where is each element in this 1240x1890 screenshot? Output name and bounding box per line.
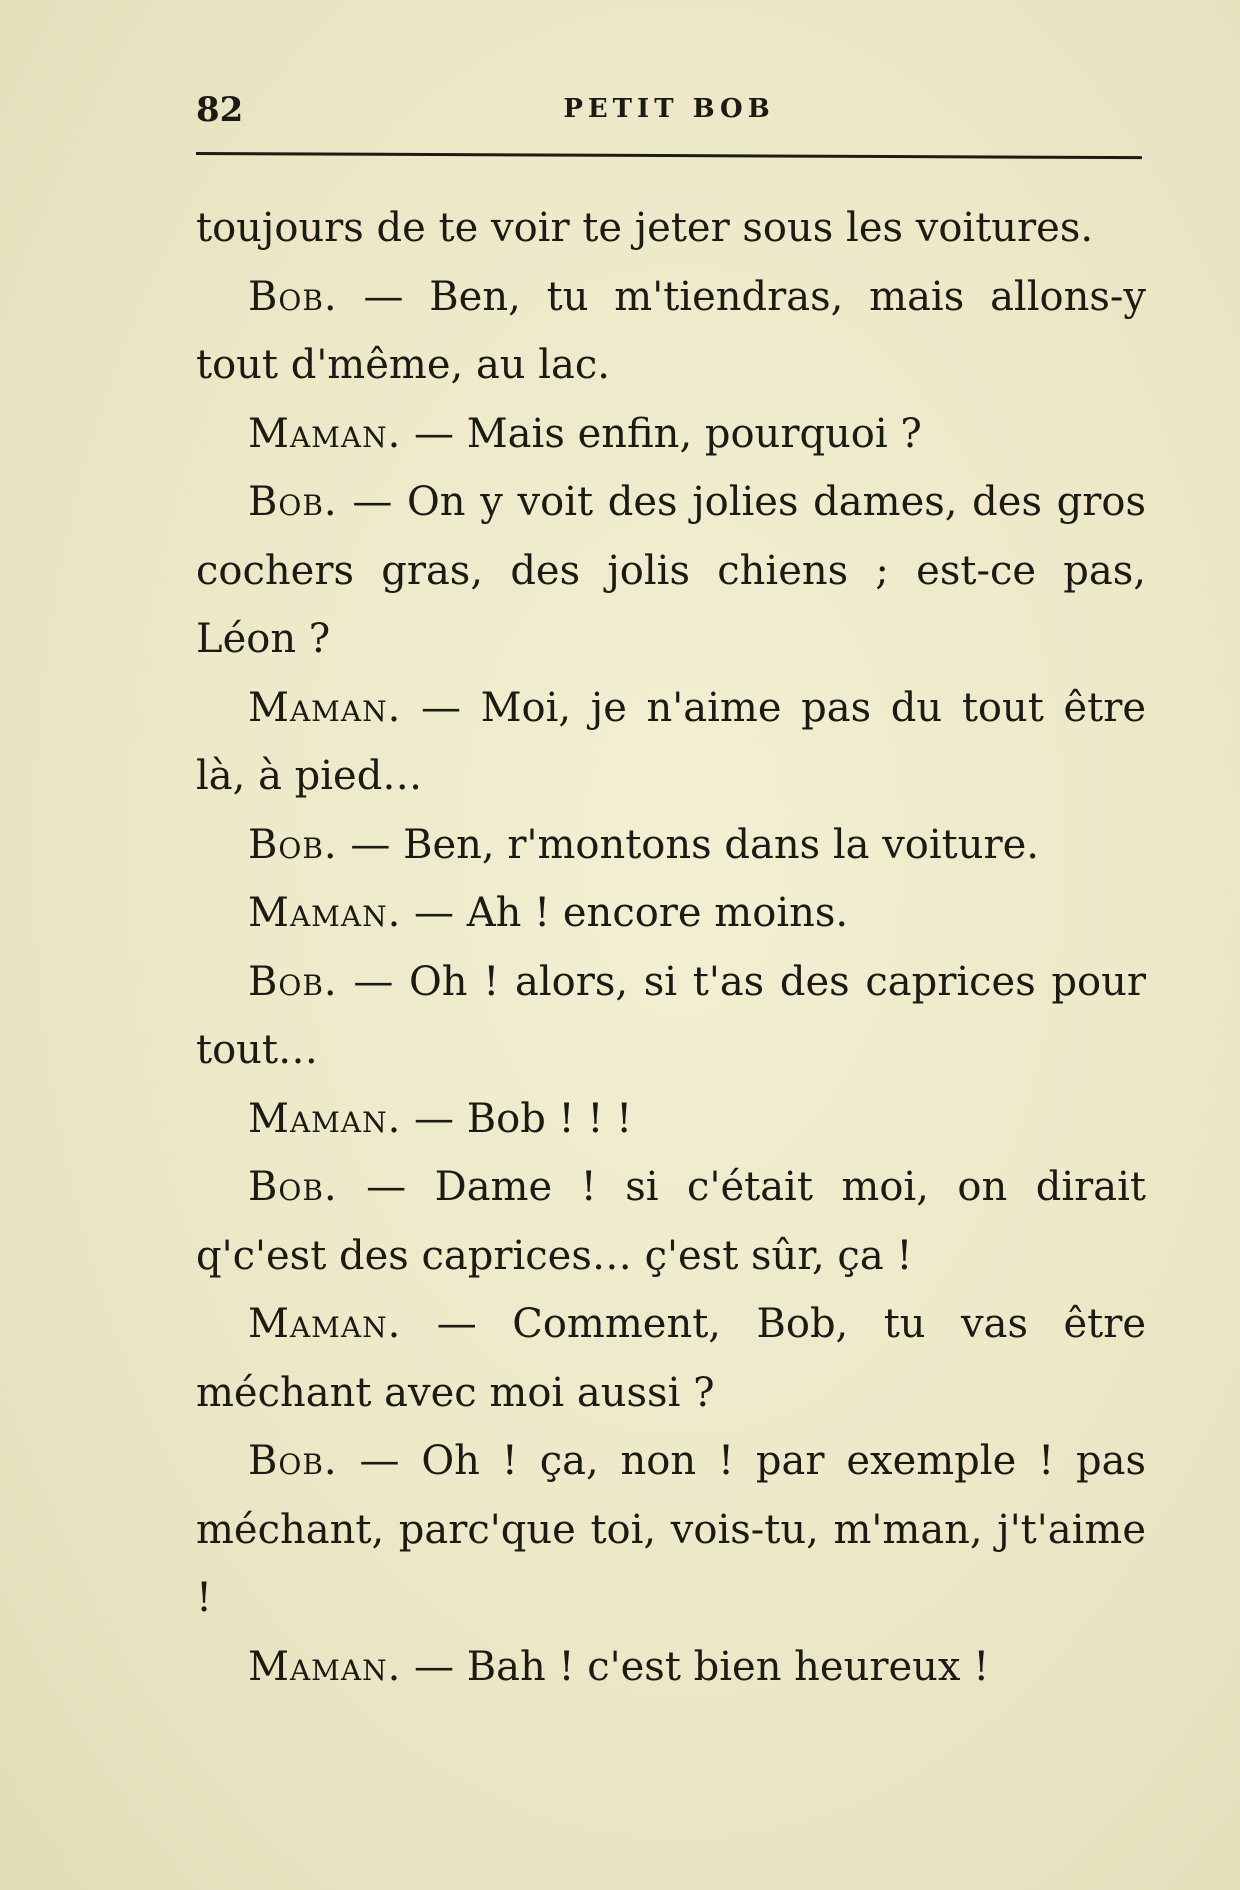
- speaker-name: Bob.: [248, 273, 338, 320]
- dialogue-text: — Comment, Bob, tu vas être méchant avec moi aussi ?: [196, 1301, 1146, 1416]
- dialogue-text: — Bob ! ! !: [401, 1095, 633, 1142]
- page-number: 82: [196, 90, 244, 130]
- speaker-name: Bob.: [248, 1164, 338, 1210]
- speaker-name: Bob.: [248, 958, 338, 1005]
- dialogue-text: — Ben, r'montons dans la voiture.: [337, 821, 1040, 868]
- dialogue-text: — Oh ! alors, si t'as des caprices pour tout…: [196, 958, 1146, 1073]
- paragraph: [196, 879, 1146, 948]
- paragraph: [196, 1153, 1146, 1290]
- paragraph: [196, 1633, 1146, 1702]
- speaker-name: Bob.: [248, 479, 338, 525]
- speaker-name: Maman.: [248, 1095, 402, 1142]
- paragraph: [196, 811, 1146, 880]
- dialogue-text: — Ben, tu m'tiendras, mais allons-y tout d'même, au lac.: [196, 273, 1146, 388]
- paragraph: [196, 468, 1146, 674]
- paragraph: [196, 1427, 1146, 1633]
- paragraph: [196, 1085, 1146, 1154]
- dialogue-text: — Ah ! encore moins.: [401, 890, 849, 936]
- dialogue-text: — Bah ! c'est bien heureux !: [401, 1643, 990, 1690]
- running-title: PETIT BOB: [563, 94, 775, 124]
- dialogue-text: — Oh ! ça, non ! par exemple ! pas méchant, parc'que toi, vois-tu, m'man, j't'aime !: [196, 1438, 1146, 1621]
- body-text: [196, 194, 1146, 1701]
- dialogue-text: — On y voit des jolies dames, des gros cochers gras, des jolis chiens ; est-ce pas, Léon ?: [196, 479, 1146, 662]
- paragraph: [196, 263, 1146, 400]
- speaker-name: Maman.: [248, 1643, 402, 1690]
- paragraph: [196, 400, 1146, 469]
- dialogue-text: — Moi, je n'aime pas du tout être là, à pied…: [196, 684, 1146, 799]
- paragraph: [196, 948, 1146, 1085]
- speaker-name: Maman.: [248, 890, 402, 936]
- dialogue-text: — Mais enfin, pourquoi ?: [401, 410, 922, 457]
- paragraph: [196, 1290, 1146, 1427]
- page-header: [196, 90, 1142, 140]
- speaker-name: Maman.: [248, 1301, 402, 1347]
- speaker-name: Maman.: [248, 410, 402, 457]
- dialogue-text: toujours de te voir te jeter sous les voitures.: [196, 205, 1094, 251]
- speaker-name: Bob.: [248, 1438, 338, 1484]
- dialogue-text: — Dame ! si c'était moi, on dirait q'c'est des caprices… ç'est sûr, ça !: [196, 1164, 1146, 1279]
- speaker-name: Bob.: [248, 821, 338, 868]
- speaker-name: Maman.: [248, 684, 402, 731]
- paragraph: [196, 674, 1146, 811]
- paragraph: [196, 194, 1146, 263]
- header-rule: [196, 152, 1142, 159]
